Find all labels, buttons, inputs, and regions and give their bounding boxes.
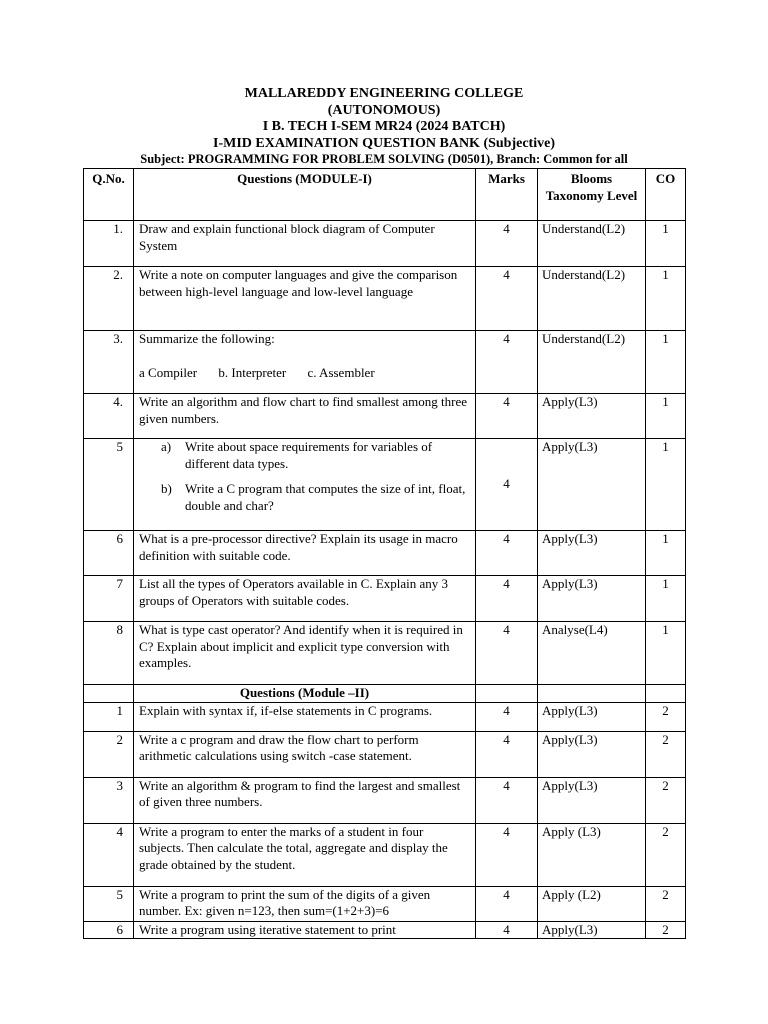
blooms-level: Understand(L2) [538,221,646,267]
question-number: 8 [84,622,134,685]
blooms-level: Apply (L2) [538,886,646,921]
col-co-header: CO [646,169,686,221]
co-value: 2 [646,823,686,886]
question-number: 6 [84,921,134,939]
question-number: 7 [84,576,134,622]
co-value: 2 [646,702,686,731]
co-value: 1 [646,622,686,685]
table-row [84,777,686,823]
co-value: 1 [646,394,686,439]
blooms-level: Apply(L3) [538,439,646,531]
sub-question [161,481,471,514]
col-questions-header: Questions (MODULE-I) [134,169,476,221]
program-label: I B. TECH I-SEM MR24 (2024 BATCH) [262,119,506,134]
question-number: 1 [84,702,134,731]
table-header-row [84,169,686,221]
question-text: Summarize the following: [139,331,275,346]
question-options [139,365,471,382]
question-number: 3. [84,331,134,394]
question-text: What is type cast operator? And identify when it is required in C? Explain about implicit and explicit type conversion with examples. [134,622,476,685]
sub-question-text: Write about space requirements for variables of different data types. [185,439,433,471]
table-row [84,267,686,331]
option-item: a Compiler [139,364,198,380]
co-value: 1 [646,576,686,622]
question-text: What is a pre-processor directive? Explain its usage in macro definition with suitable code. [134,531,476,576]
marks-value: 4 [476,394,538,439]
blooms-level: Apply(L3) [538,921,646,939]
table-row [84,394,686,439]
subject-line: Subject: PROGRAMMING FOR PROBLEM SOLVING (D0501), Branch: Common for all [140,152,628,166]
blooms-level: Apply(L3) [538,702,646,731]
co-value: 1 [646,531,686,576]
option-item: c. Assembler [307,364,375,380]
question-text: Write a program to print the sum of the digits of a given number. Ex: given n=123, then sum=(1+2+3)=6 [134,886,476,921]
exam-title: I-MID EXAMINATION QUESTION BANK (Subjective) [213,135,555,151]
module-2-heading: Questions (Module –II) [134,685,476,703]
blooms-level: Analyse(L4) [538,622,646,685]
marks-value: 4 [476,531,538,576]
sub-question [161,439,471,472]
table-row [84,331,686,394]
co-value: 2 [646,731,686,777]
marks-value: 4 [476,886,538,921]
question-text: Write a program using iterative statement to print [134,921,476,939]
question-number: 3 [84,777,134,823]
marks-value: 4 [476,731,538,777]
autonomous-label: (AUTONOMOUS) [327,102,441,118]
table-row [84,622,686,685]
co-value: 1 [646,267,686,331]
college-name: MALLAREDDY ENGINEERING COLLEGE [244,86,524,101]
module-heading-row [84,685,686,703]
sub-question-label: a) [161,439,172,454]
co-value: 1 [646,221,686,267]
marks-value: 4 [476,439,538,531]
col-qno-header: Q.No. [84,169,134,221]
marks-value: 4 [476,331,538,394]
question-text: Write a note on computer languages and give the comparison between high-level language and low-level language [134,267,476,331]
question-number: 5 [84,886,134,921]
blooms-level: Apply(L3) [538,731,646,777]
sub-question-text: Write a C program that computes the size of int, float, double and char? [185,481,466,513]
question-text: Write a c program and draw the flow chart to perform arithmetic calculations using switch -case statement. [134,731,476,777]
col-marks-header: Marks [476,169,538,221]
marks-value: 4 [476,921,538,939]
blooms-level: Apply(L3) [538,777,646,823]
question-text: Draw and explain functional block diagram of Computer System [134,221,476,267]
question-number: 2 [84,731,134,777]
blooms-level: Apply(L3) [538,394,646,439]
question-text: Write an algorithm and flow chart to find smallest among three given numbers. [134,394,476,439]
question-bank-table [83,168,686,939]
marks-value: 4 [476,777,538,823]
table-row [84,221,686,267]
question-cell [134,439,476,531]
col-blooms-header: Blooms Taxonomy Level [538,169,646,221]
option-item: b. Interpreter [218,364,287,380]
question-cell [134,331,476,394]
marks-value: 4 [476,576,538,622]
question-text: Write a program to enter the marks of a student in four subjects. Then calculate the total, aggregate and display the grade obtained by the student. [134,823,476,886]
table-row [84,731,686,777]
table-row [84,921,686,939]
marks-value: 4 [476,823,538,886]
document-header [0,86,768,166]
co-value: 2 [646,777,686,823]
blooms-level: Apply(L3) [538,531,646,576]
question-number: 6 [84,531,134,576]
question-number: 5 [84,439,134,531]
co-value: 2 [646,886,686,921]
marks-value: 4 [476,622,538,685]
co-value: 1 [646,439,686,531]
sub-question-label: b) [161,481,172,496]
blooms-level: Apply(L3) [538,576,646,622]
table-row [84,886,686,921]
co-value: 1 [646,331,686,394]
question-number: 1. [84,221,134,267]
question-number: 2. [84,267,134,331]
co-value: 2 [646,921,686,939]
table-row [84,823,686,886]
question-number: 4. [84,394,134,439]
question-text: Write an algorithm & program to find the largest and smallest of given three numbers. [134,777,476,823]
blooms-level: Understand(L2) [538,331,646,394]
blooms-level: Understand(L2) [538,267,646,331]
table-row [84,576,686,622]
marks-value: 4 [476,267,538,331]
blooms-level: Apply (L3) [538,823,646,886]
table-row [84,702,686,731]
question-text: List all the types of Operators available in C. Explain any 3 groups of Operators with suitable codes. [134,576,476,622]
question-text: Explain with syntax if, if-else statements in C programs. [134,702,476,731]
marks-value: 4 [476,221,538,267]
table-row [84,439,686,531]
marks-value: 4 [476,702,538,731]
question-number: 4 [84,823,134,886]
table-row [84,531,686,576]
